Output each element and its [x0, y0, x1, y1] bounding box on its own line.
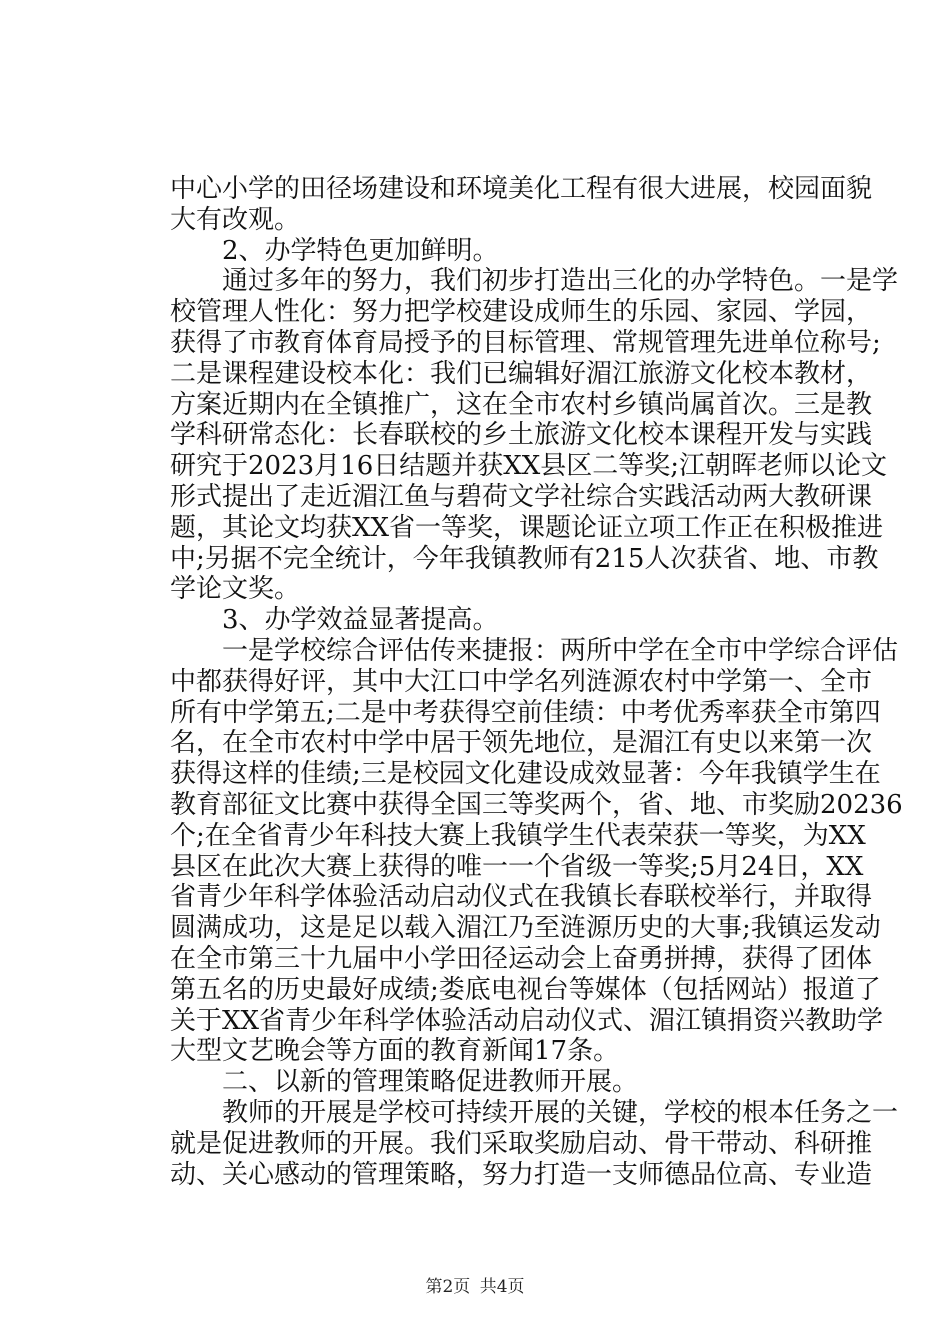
text-line: 第五名的历史最好成绩;娄底电视台等媒体（包括网站）报道了	[170, 974, 881, 1005]
text-line: 3、办学效益显著提高。	[222, 605, 499, 636]
text-line: 研究于2023月16日结题并获XX县区二等奖;江朝晖老师以论文	[170, 451, 888, 482]
text-line: 在全市第三十九届中小学田径运动会上奋勇拼搏，获得了团体	[170, 943, 873, 974]
text-line: 二是课程建设校本化：我们已编辑好湄江旅游文化校本教材，	[170, 358, 873, 389]
text-line: 关于XX省青少年科学体验活动启动仪式、湄江镇捐资兴教助学	[170, 1005, 884, 1036]
page-number: 第2页	[425, 1277, 471, 1297]
text-line: 个;在全省青少年科技大赛上我镇学生代表荣获一等奖，为XX	[170, 820, 866, 851]
text-line: 教师的开展是学校可持续开展的关键，学校的根本任务之一	[222, 1097, 899, 1128]
document-body	[170, 174, 903, 1190]
text-line: 获得这样的佳绩;三是校园文化建设成效显著：今年我镇学生在	[170, 759, 881, 790]
text-line: 形式提出了走近湄江鱼与碧荷文学社综合实践活动两大教研课	[170, 481, 873, 512]
text-line: 省青少年科学体验活动启动仪式在我镇长春联校举行，并取得	[170, 882, 873, 913]
text-line: 大有改观。	[170, 204, 301, 235]
text-line: 题，其论文均获XX省一等奖，课题论证立项工作正在积极推进	[170, 512, 884, 543]
text-line: 圆满成功，这是足以载入湄江乃至涟源历史的大事;我镇运发动	[170, 913, 881, 944]
text-line: 动、关心感动的管理策略，努力打造一支师德品位高、专业造	[170, 1159, 873, 1190]
page-total: 共4页	[479, 1277, 525, 1297]
text-line: 教育部征文比赛中获得全国三等奖两个，省、地、市奖励20236	[170, 789, 903, 820]
text-line: 方案近期内在全镇推广，这在全市农村乡镇尚属首次。三是教	[170, 389, 873, 420]
text-line: 学科研常态化：长春联校的乡土旅游文化校本课程开发与实践	[170, 420, 873, 451]
text-line: 大型文艺晚会等方面的教育新闻17条。	[170, 1036, 620, 1067]
text-line: 就是促进教师的开展。我们采取奖励启动、骨干带动、科研推	[170, 1128, 873, 1159]
text-line: 中都获得好评，其中大江口中学名列涟源农村中学第一、全市	[170, 666, 873, 697]
text-line: 中心小学的田径场建设和环境美化工程有很大进展，校园面貌	[170, 174, 873, 204]
text-line: 获得了市教育体育局授予的目标管理、常规管理先进单位称号;	[170, 327, 881, 358]
text-line: 一是学校综合评估传来捷报：两所中学在全市中学综合评估	[222, 635, 899, 666]
text-line: 二、以新的管理策略促进教师开展。	[222, 1067, 639, 1098]
text-line: 通过多年的努力，我们初步打造出三化的办学特色。一是学	[222, 266, 899, 297]
text-line: 2、办学特色更加鲜明。	[222, 235, 499, 266]
page-footer	[0, 1272, 950, 1297]
text-line: 学论文奖。	[170, 574, 301, 605]
text-line: 县区在此次大赛上获得的唯一一个省级一等奖;5月24日，XX	[170, 851, 864, 882]
text-line: 名，在全市农村中学中居于领先地位，是湄江有史以来第一次	[170, 728, 873, 759]
text-line: 中;另据不完全统计，今年我镇教师有215人次获省、地、市教	[170, 543, 879, 574]
text-line: 所有中学第五;二是中考获得空前佳绩：中考优秀率获全市第四	[170, 697, 881, 728]
text-line: 校管理人性化：努力把学校建设成师生的乐园、家园、学园，	[170, 297, 873, 328]
